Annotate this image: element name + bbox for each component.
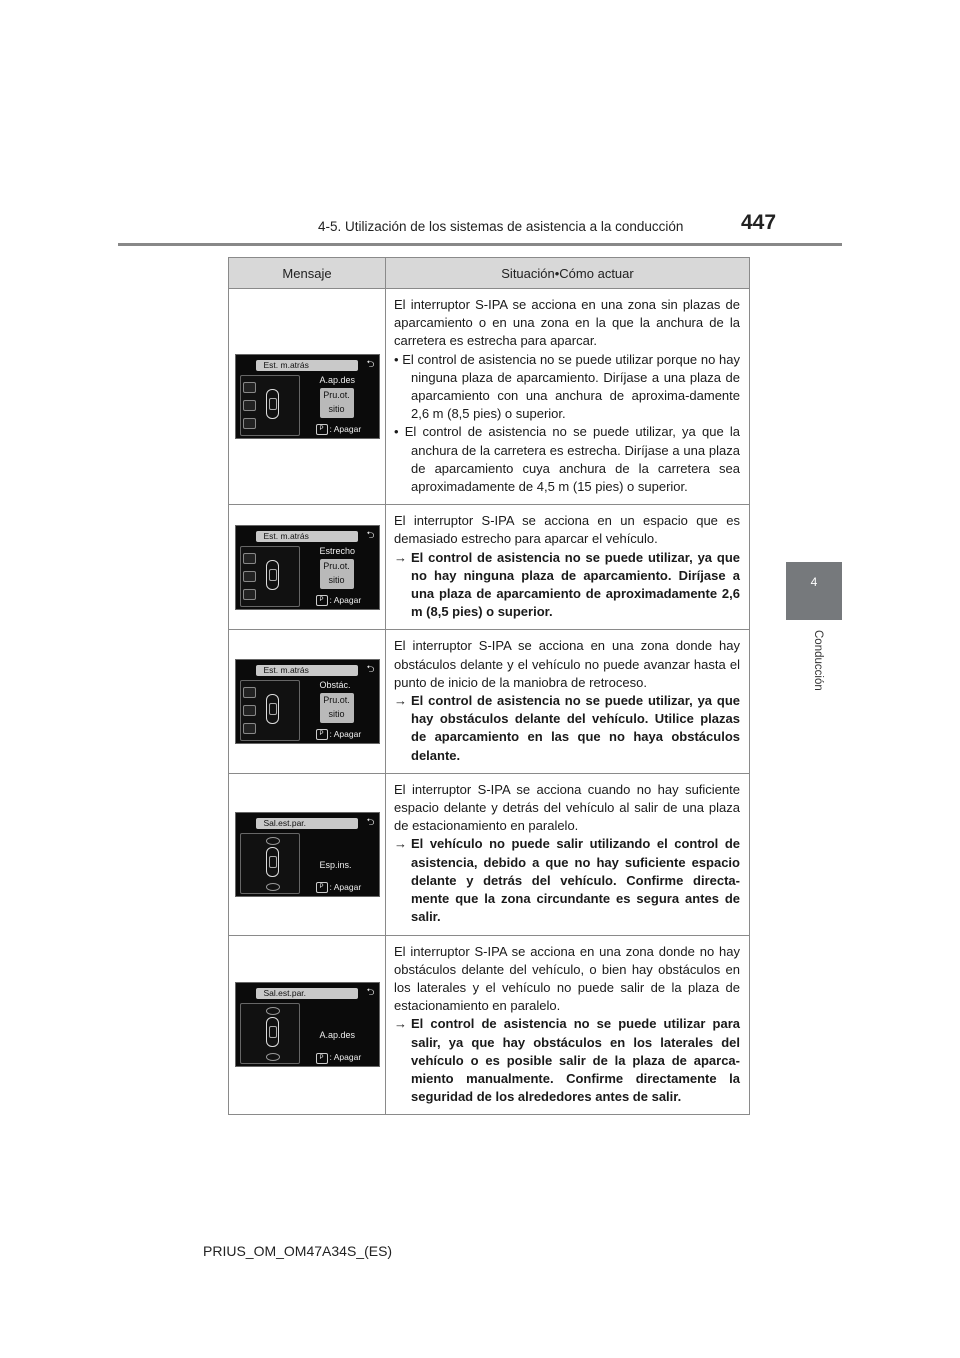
table-header-row bbox=[229, 258, 750, 289]
situation-text: El interruptor S-IPA se acciona en un espacio que es demasiado estrecho para aparcar el vehículo. bbox=[394, 513, 740, 547]
screen-title: Sal.est.par. bbox=[256, 988, 358, 999]
obstacle-icon bbox=[266, 837, 280, 845]
arrow-icon: → bbox=[394, 1016, 407, 1032]
screen-status: Obstác. bbox=[319, 680, 351, 691]
message-cell bbox=[229, 505, 386, 630]
display-screen bbox=[235, 812, 380, 897]
retry-button: Pru.ot. sitio bbox=[320, 693, 354, 723]
situation-text: El interruptor S-IPA se acciona en una zona donde hay obstáculos delante y el vehículo no puede avanzar hasta el punto de inicio de la maniobra de retroceso. bbox=[394, 638, 740, 690]
situation-text: El interruptor S-IPA se acciona en una zona donde no hay obstáculos delante del vehículo, o bien hay obstáculos en los laterales y el vehículo no puede salir de la plaza de estacionamiento en paralelo. bbox=[394, 943, 740, 1014]
parking-switch-icon: P bbox=[316, 424, 328, 435]
screen-status: Estrecho bbox=[319, 545, 356, 556]
back-arrow-icon: ⮌ bbox=[366, 529, 375, 541]
display-screen bbox=[235, 659, 380, 744]
parking-switch-icon: P bbox=[316, 882, 328, 893]
back-arrow-icon: ⮌ bbox=[366, 359, 375, 371]
screen-title: Est. m.atrás bbox=[256, 665, 358, 676]
situation-text: El interruptor S-IPA se acciona en una zona sin plazas de aparcamiento o en una zona en la que la anchura de la carretera es estrecha para aparcar. bbox=[394, 297, 740, 349]
message-table bbox=[228, 257, 750, 1115]
off-indicator: P : Apagar bbox=[316, 1052, 362, 1063]
parking-slot-icon bbox=[243, 589, 256, 600]
vehicle-icon bbox=[266, 1017, 279, 1047]
retry-button: Pru.ot. sitio bbox=[320, 559, 354, 589]
screen-status: A.ap.des bbox=[319, 1030, 356, 1041]
message-cell bbox=[229, 773, 386, 935]
parking-slot-icon bbox=[243, 418, 256, 429]
vehicle-icon bbox=[266, 847, 279, 877]
screen-title: Sal.est.par. bbox=[256, 818, 358, 829]
off-indicator: P : Apagar bbox=[316, 595, 362, 606]
action-item: → El control de asistencia no se puede utilizar para salir, ya que hay obstáculos en los laterales del vehículo o es posible salir de la plaza de aparca-miento manualmente. Confirme directamente la seguridad de los alrededores antes de salir. bbox=[394, 1016, 740, 1105]
bullet-item: • El control de asistencia no se puede utilizar, ya que la anchura de la carretera es estrecha. Diríjase a una plaza de aparcamiento cuya anchura de la carretera sea aproximadamente de 4,5 m (15 pies) o superior. bbox=[394, 424, 740, 495]
parking-switch-icon: P bbox=[316, 729, 328, 740]
vehicle-icon bbox=[266, 560, 279, 590]
parking-switch-icon: P bbox=[316, 595, 328, 606]
obstacle-icon bbox=[266, 1007, 280, 1015]
message-cell bbox=[229, 289, 386, 505]
screen-status: Esp.ins. bbox=[319, 859, 352, 870]
parking-slot-icon bbox=[243, 687, 256, 698]
chapter-label: Conducción bbox=[812, 630, 824, 691]
parking-slot-icon bbox=[243, 723, 256, 734]
back-arrow-icon: ⮌ bbox=[366, 664, 375, 676]
arrow-icon: → bbox=[394, 693, 407, 709]
display-screen bbox=[235, 982, 380, 1067]
parking-slot-icon bbox=[243, 571, 256, 582]
obstacle-icon bbox=[266, 883, 280, 891]
section-title: 4-5. Utilización de los sistemas de asistencia a la conducción bbox=[318, 219, 684, 234]
message-cell bbox=[229, 630, 386, 773]
vehicle-icon bbox=[266, 694, 279, 724]
parking-diagram bbox=[240, 833, 300, 894]
parking-slot-icon bbox=[243, 400, 256, 411]
situation-cell bbox=[386, 935, 750, 1115]
screen-title: Est. m.atrás bbox=[256, 531, 358, 542]
parking-slot-icon bbox=[243, 705, 256, 716]
message-cell bbox=[229, 935, 386, 1115]
parking-diagram bbox=[240, 375, 300, 436]
table-row bbox=[229, 505, 750, 630]
table-row bbox=[229, 630, 750, 773]
table-row bbox=[229, 773, 750, 935]
document-code: PRIUS_OM_OM47A34S_(ES) bbox=[203, 1243, 393, 1259]
parking-diagram bbox=[240, 1003, 300, 1064]
off-indicator: P : Apagar bbox=[316, 729, 362, 740]
parking-slot-icon bbox=[243, 382, 256, 393]
situation-cell bbox=[386, 630, 750, 773]
bullet-item: • El control de asistencia no se puede utilizar porque no hay ninguna plaza de aparcamiento. Diríjase a una plaza de aparcamiento con una anchura de aproxima-damente 2,6 m (8,5 pies) o superior. bbox=[394, 351, 740, 422]
display-screen bbox=[235, 354, 380, 439]
action-item: → El control de asistencia no se puede utilizar, ya que no hay ninguna plaza de aparcamiento. Diríjase a una plaza de aparcamiento de aproximadamente 2,6 m (8,5 pies) o superior. bbox=[394, 549, 740, 620]
vehicle-icon bbox=[266, 389, 279, 419]
chapter-tab: 4 bbox=[786, 562, 842, 620]
column-header-message: Mensaje bbox=[229, 258, 386, 289]
screen-title: Est. m.atrás bbox=[256, 360, 358, 371]
parking-diagram bbox=[240, 546, 300, 607]
situation-text: El interruptor S-IPA se acciona cuando no hay suficiente espacio delante y detrás del vehículo al salir de una plaza de estacionamiento en paralelo. bbox=[394, 781, 740, 834]
back-arrow-icon: ⮌ bbox=[366, 816, 375, 828]
column-header-situation: Situación•Cómo actuar bbox=[386, 258, 750, 289]
action-item: → El control de asistencia no se puede utilizar, ya que hay obstáculos delante del vehículo. Utilice plazas de aparcamiento en las que no haya obstáculos delante. bbox=[394, 693, 740, 763]
off-indicator: P : Apagar bbox=[316, 882, 362, 893]
header-divider bbox=[118, 243, 842, 246]
situation-cell bbox=[386, 505, 750, 630]
back-arrow-icon: ⮌ bbox=[366, 987, 375, 999]
retry-button: Pru.ot. sitio bbox=[320, 388, 354, 418]
situation-cell bbox=[386, 289, 750, 505]
off-indicator: P : Apagar bbox=[316, 424, 362, 435]
page-number: 447 bbox=[741, 211, 777, 234]
situation-cell bbox=[386, 773, 750, 935]
table-row bbox=[229, 289, 750, 505]
table-row bbox=[229, 935, 750, 1115]
parking-switch-icon: P bbox=[316, 1053, 328, 1064]
arrow-icon: → bbox=[394, 836, 407, 852]
obstacle-icon bbox=[266, 1053, 280, 1061]
parking-diagram bbox=[240, 680, 300, 741]
arrow-icon: → bbox=[394, 549, 407, 565]
display-screen bbox=[235, 525, 380, 610]
screen-status: A.ap.des bbox=[319, 375, 356, 386]
action-item: → El vehículo no puede salir utilizando el control de asistencia, debido a que no hay suficiente espacio delante y detrás del vehículo. Confirme directa-mente que la zona circundante es segura antes de salir. bbox=[394, 836, 740, 925]
parking-slot-icon bbox=[243, 553, 256, 564]
